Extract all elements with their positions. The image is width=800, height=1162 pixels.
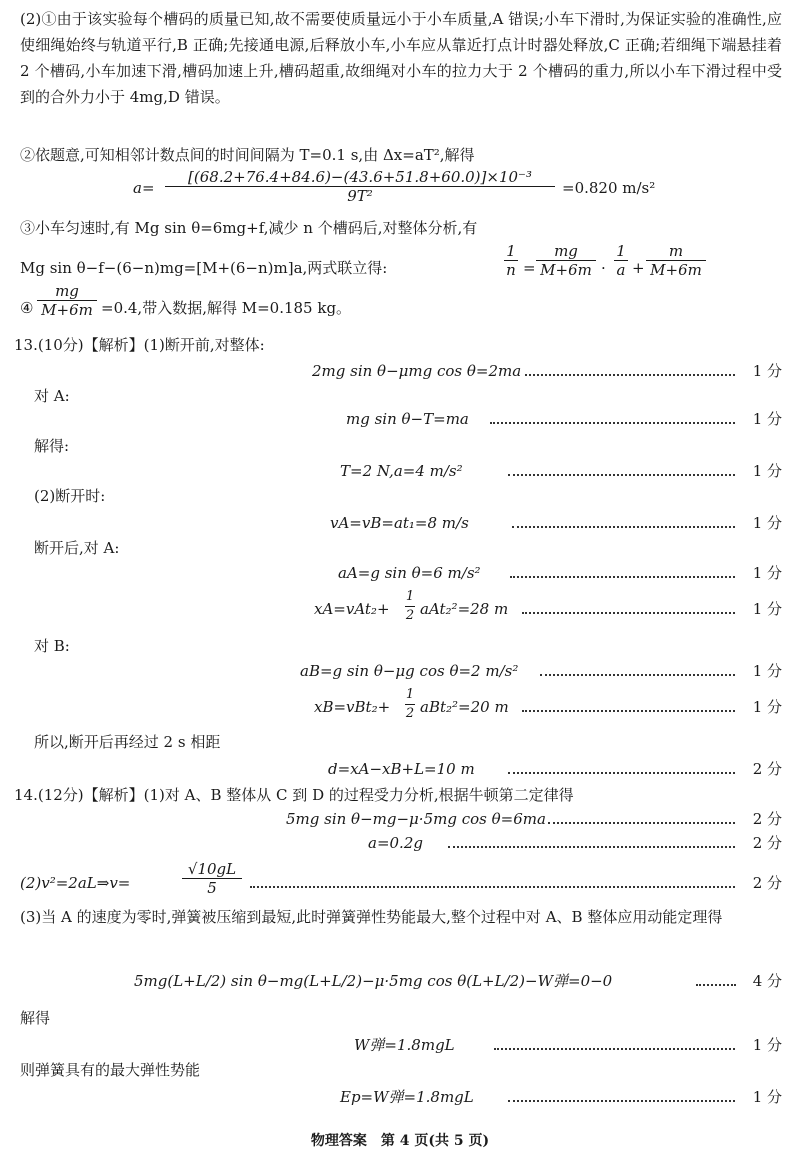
eq-a-numerator: [(68.2+76.4+84.6)−(43.6+51.8+60.0)]×10⁻³	[188, 168, 532, 186]
frac-num: 1	[506, 242, 516, 260]
frac-num: √10gL	[187, 860, 237, 878]
frac-den: a	[616, 261, 626, 279]
multiply-dot: ·	[601, 259, 606, 277]
frac-sqrt10gL-over-5	[180, 860, 244, 897]
score: 1 分	[752, 564, 782, 582]
equation: Ep=W弹=1.8mgL	[340, 1088, 474, 1106]
equation: mg sin θ−T=ma	[346, 410, 469, 428]
equation: W弹=1.8mgL	[354, 1036, 455, 1054]
score: 1 分	[752, 1036, 782, 1054]
leader-dots	[448, 846, 735, 848]
leader-dots	[510, 576, 735, 578]
score-line	[0, 808, 800, 830]
frac-mg-over-M6m	[535, 242, 597, 279]
leader-dots	[540, 674, 735, 676]
text-line: (2)断开时:	[34, 487, 106, 505]
equation: xA=vAt₂+	[314, 600, 390, 618]
score: 1 分	[752, 362, 782, 380]
frac-den: n	[506, 261, 516, 279]
equation: a=0.2g	[368, 834, 423, 852]
score-line	[0, 860, 800, 897]
equation: T=2 N,a=4 m/s²	[340, 462, 463, 480]
frac-1-over-a	[613, 242, 629, 279]
item4-text: =0.4,带入数据,解得 M=0.185 kg。	[101, 299, 352, 317]
frac-1-over-n	[503, 242, 519, 279]
equation: xB=vBt₂+	[314, 698, 391, 716]
equation: aB=g sin θ−μg cos θ=2 m/s²	[300, 662, 519, 680]
frac-num: 1	[616, 242, 626, 260]
leader-dots	[512, 526, 735, 528]
text-line: 对 A:	[34, 387, 70, 405]
equation: 2mg sin θ−μmg cos θ=2ma	[312, 362, 522, 380]
equation: aBt₂²=20 m	[420, 698, 509, 716]
leader-dots	[525, 374, 735, 376]
frac-num: 1	[405, 687, 415, 702]
score-line	[0, 460, 800, 482]
score: 2 分	[752, 834, 782, 852]
text-line: 则弹簧具有的最大弹性势能	[20, 1061, 201, 1079]
leader-dots	[508, 474, 735, 476]
equation: 5mg sin θ−mg−μ·5mg cos θ=6ma	[286, 810, 546, 828]
score: 2 分	[752, 760, 782, 778]
leader-dots	[490, 422, 735, 424]
score: 4 分	[752, 972, 782, 990]
score: 1 分	[752, 698, 782, 716]
score: 1 分	[752, 410, 782, 428]
leader-dots	[548, 822, 735, 824]
text-line: 对 B:	[34, 637, 70, 655]
section12-paragraph-1: (2)①由于该实验每个槽码的质量已知,故不需要使质量远小于小车质量,A 错误;小车下滑时,为保证实验的准确性,应使细绳始终与轨道平行,B 正确;先接通电源,后释放小车,小车应从靠近打点计时器处释放,C 正确;若细绳下端悬挂着 2 个槽码,小车加速下滑,槽码加速上升,槽码超重,故细绳对小车的拉力大于 2 个槽码的重力,所以小车下滑过程中受到的合外力小于 4mg,D 错误。	[20, 10, 782, 106]
equation: aA=g sin θ=6 m/s²	[338, 564, 481, 582]
frac-den: M+6m	[41, 301, 93, 319]
equation: d=xA−xB+L=10 m	[328, 760, 475, 778]
eq-a-right: =0.820 m/s²	[562, 179, 656, 197]
section12-paragraph-3: ③小车匀速时,有 Mg sin θ=6mg+f,减少 n 个槽码后,对整体分析,有	[20, 219, 478, 237]
frac-num: m	[668, 242, 684, 260]
frac-den: M+6m	[650, 261, 702, 279]
text-line: 解得:	[34, 437, 70, 455]
leader-dots	[508, 1100, 735, 1102]
plus-sign: +	[632, 259, 645, 277]
section14-heading: 14.(12分)【解析】(1)对 A、B 整体从 C 到 D 的过程受力分析,根据牛顿第二定律得	[14, 786, 574, 804]
frac-num: 1	[405, 589, 415, 604]
section12-paragraph-2: ②依题意,可知相邻计数点间的时间间隔为 T=0.1 s,由 Δx=aT²,解得	[20, 146, 475, 164]
leader-dots	[494, 1048, 735, 1050]
leader-dots	[250, 886, 735, 888]
leader-dots	[508, 772, 735, 774]
frac-den: 5	[207, 879, 217, 897]
equation: 5mg(L+L/2) sin θ−mg(L+L/2)−μ·5mg cos θ(L+L/2)−W弹=0−0	[134, 972, 613, 990]
score: 1 分	[752, 462, 782, 480]
text-line: 断开后,对 A:	[34, 539, 120, 557]
score-line	[0, 832, 800, 854]
score: 1 分	[752, 1088, 782, 1106]
eq-a-fraction	[160, 168, 560, 205]
score-line	[0, 1086, 800, 1108]
score: 1 分	[752, 600, 782, 618]
page-footer: 物理答案 第 4 页(共 5 页)	[310, 1133, 490, 1149]
item4-marker: ④	[20, 299, 34, 317]
score-line	[0, 360, 800, 382]
frac-num: mg	[55, 282, 79, 300]
text-line: 所以,断开后再经过 2 s 相距	[34, 733, 221, 751]
score-line	[0, 1034, 800, 1056]
leader-dots	[696, 984, 736, 986]
score-line	[0, 562, 800, 584]
leader-dots	[522, 612, 735, 614]
score: 1 分	[752, 662, 782, 680]
frac-half	[404, 686, 416, 723]
text-line: 解得	[20, 1009, 51, 1027]
section13-heading: 13.(10分)【解析】(1)断开前,对整体:	[14, 336, 265, 354]
equals-sign: =	[523, 259, 536, 277]
score-line	[0, 589, 800, 623]
score-line	[0, 660, 800, 682]
score-line	[0, 970, 800, 992]
frac-m-over-M6m	[645, 242, 707, 279]
eq-a-denominator: 9T²	[347, 187, 373, 205]
section12-paragraph-4: Mg sin θ−f−(6−n)mg=[M+(6−n)m]a,两式联立得:	[20, 259, 388, 277]
leader-dots	[522, 710, 735, 712]
frac-den: M+6m	[540, 261, 592, 279]
score-line	[0, 512, 800, 534]
frac-half	[404, 588, 416, 625]
section14-paragraph-3: (3)当 A 的速度为零时,弹簧被压缩到最短,此时弹簧弹性势能最大,整个过程中对 A、B 整体应用动能定理得	[20, 908, 723, 926]
frac-den: 2	[405, 608, 415, 623]
score-line	[0, 687, 800, 721]
score-line	[0, 408, 800, 430]
equation: (2)v²=2aL⇒v=	[20, 874, 131, 892]
score: 1 分	[752, 514, 782, 532]
score-line	[0, 758, 800, 780]
score: 2 分	[752, 874, 782, 892]
frac-den: 2	[405, 706, 415, 721]
frac-mg-over-M6m-item4	[36, 282, 98, 319]
frac-num: mg	[554, 242, 578, 260]
equation: aAt₂²=28 m	[420, 600, 509, 618]
score: 2 分	[752, 810, 782, 828]
eq-a-left: a=	[133, 179, 155, 197]
equation: vA=vB=at₁=8 m/s	[330, 514, 469, 532]
